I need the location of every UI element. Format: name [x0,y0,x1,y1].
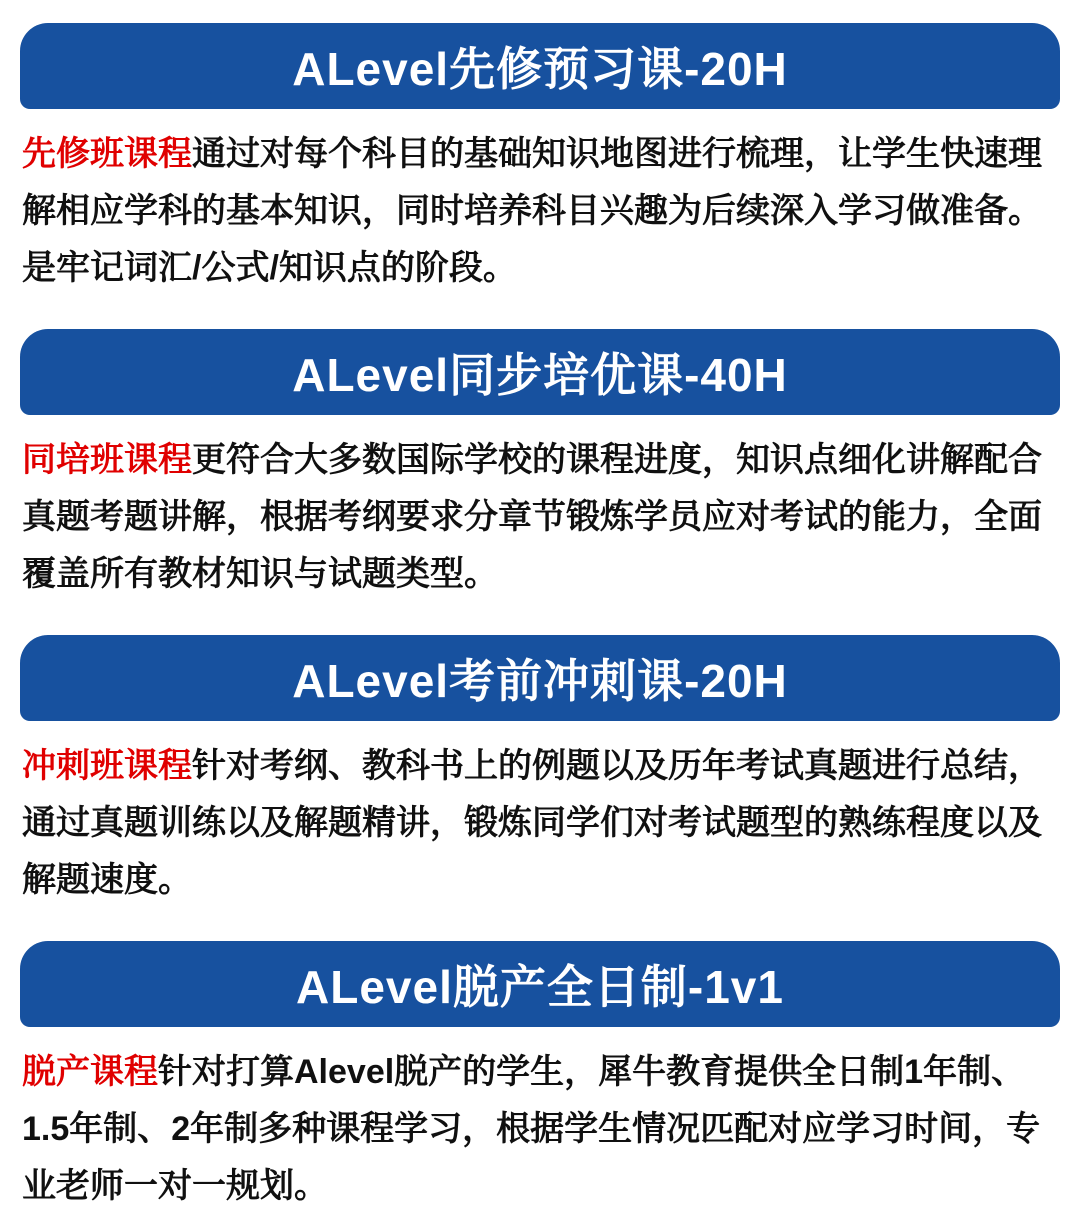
course-name-highlight: 同培班课程 [22,441,192,479]
section-title: ALevel考前冲刺课-20H [292,655,788,707]
course-name-highlight: 先修班课程 [22,135,192,173]
course-section-sync [20,329,1060,603]
section-header-banner [20,941,1060,1027]
section-description [22,1044,1058,1215]
description-text: 针对打算Alevel脱产的学生，犀牛教育提供全日制1年制、1.5年制、2年制多种课程学习，根据学生情况匹配对应学习时间，专业老师一对一规划。 [22,1053,1041,1205]
section-description [22,738,1058,909]
section-header-banner [20,635,1060,721]
description-text: 更符合大多数国际学校的课程进度，知识点细化讲解配合真题考题讲解，根据考纲要求分章节锻炼学员应对考试的能力，全面覆盖所有教材知识与试题类型。 [22,441,1042,593]
section-title: ALevel同步培优课-40H [292,349,788,401]
description-text: 通过对每个科目的基础知识地图进行梳理，让学生快速理解相应学科的基本知识，同时培养科目兴趣为后续深入学习做准备。是牢记词汇/公式/知识点的阶段。 [22,135,1042,287]
section-header-banner [20,23,1060,109]
course-name-highlight: 脱产课程 [22,1053,158,1091]
description-text: 针对考纲、教科书上的例题以及历年考试真题进行总结，通过真题训练以及解题精讲，锻炼同学们对考试题型的熟练程度以及解题速度。 [22,747,1042,899]
section-title: ALevel先修预习课-20H [292,43,788,95]
section-description [22,432,1058,603]
course-section-sprint [20,635,1060,909]
section-description [22,126,1058,297]
course-section-fulltime [20,941,1060,1215]
section-header-banner [20,329,1060,415]
course-section-preview [20,23,1060,297]
course-name-highlight: 冲刺班课程 [22,747,192,785]
section-title: ALevel脱产全日制-1v1 [296,961,784,1013]
